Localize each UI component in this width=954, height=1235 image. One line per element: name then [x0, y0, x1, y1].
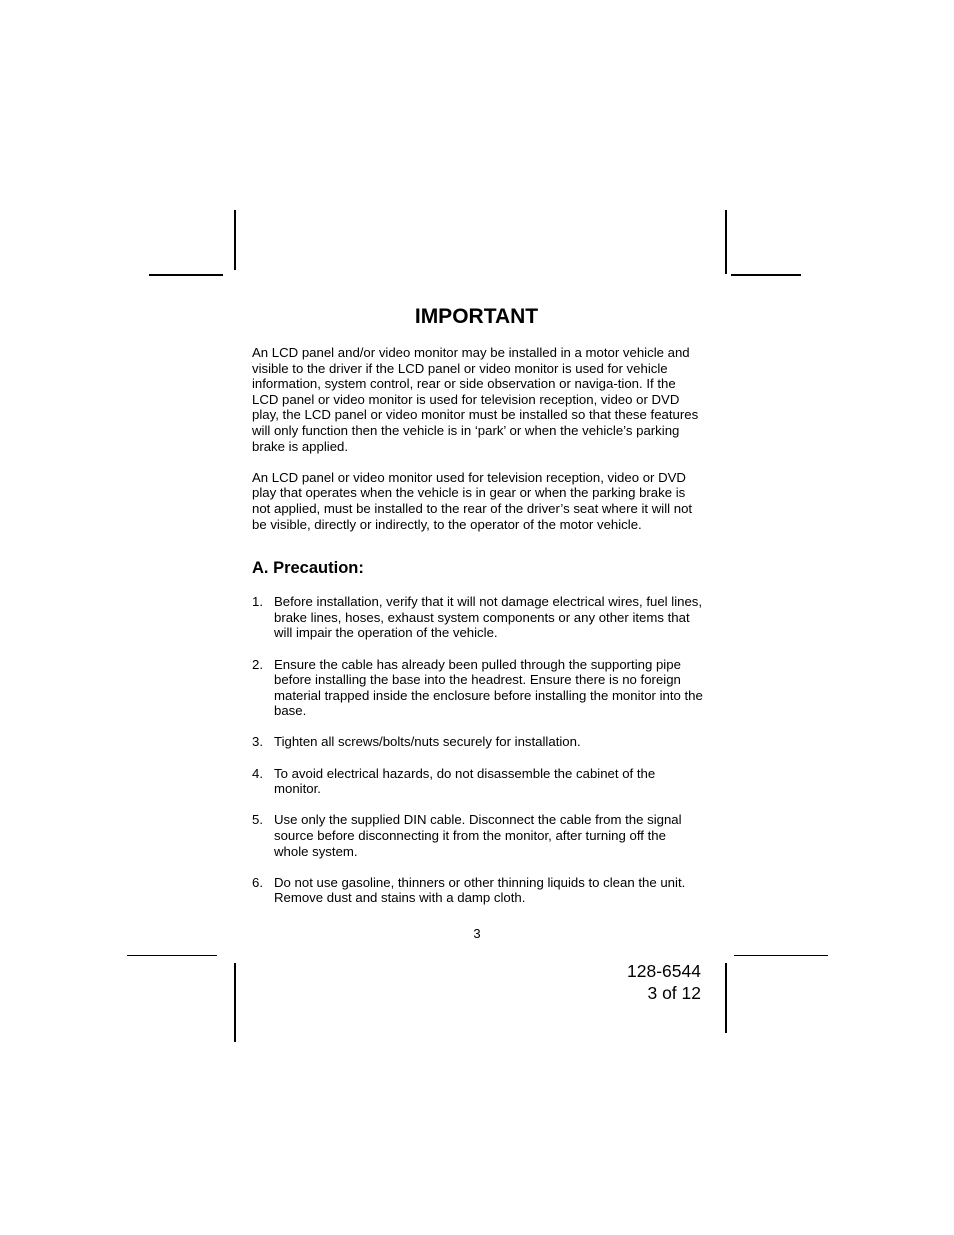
list-item-number: 4. — [252, 765, 263, 781]
document-info — [627, 960, 701, 1004]
list-item-number: 5. — [252, 812, 263, 828]
intro-paragraph: An LCD panel and/or video monitor may be installed in a motor vehicle and visible to the driver if the LCD panel or video monitor is used for vehicle information, system control, rear or side observation or naviga-tion. If the LCD panel or video monitor is used for television reception, video or DVD play, the LCD panel or video monitor must be installed so that these features will only function then the vehicle is in ‘park’ or when the vehicle’s parking brake is applied. — [252, 345, 699, 454]
precaution-list — [252, 594, 704, 906]
list-item-text: Do not use gasoline, thinners or other thinning liquids to clean the unit. Remove dust and stains with a damp cloth. — [274, 874, 686, 906]
page-title: IMPORTANT — [414, 305, 539, 328]
document-number: 128-6544 — [627, 961, 701, 981]
page-number: 3 — [473, 926, 481, 941]
list-item — [252, 875, 704, 906]
list-item — [252, 766, 704, 797]
crop-mark-top-left-vertical — [234, 210, 236, 270]
list-item-number: 1. — [252, 594, 263, 610]
list-item — [252, 734, 704, 750]
list-item-text: To avoid electrical hazards, do not disassemble the cabinet of the monitor. — [274, 765, 656, 797]
page-count: 3 of 12 — [647, 983, 701, 1003]
list-item-text: Ensure the cable has already been pulled through the supporting pipe before installing the base into the headrest. Ensure there is no foreign material trapped inside the enclosure before installing the monitor into the base. — [274, 656, 703, 719]
rear-seat-paragraph: An LCD panel or video monitor used for television reception, video or DVD play that operates when the vehicle is in gear or when the parking brake is not applied, must be installed to the rear of the driver’s seat where it will not be visible, directly or indirectly, to the operator of the motor vehicle. — [252, 469, 693, 532]
list-item-number: 2. — [252, 656, 263, 672]
crop-mark-bottom-right-vertical — [725, 963, 727, 1033]
list-item-number: 6. — [252, 874, 263, 890]
crop-mark-top-right-vertical — [725, 210, 727, 274]
crop-mark-bottom-right-horizontal — [734, 955, 828, 956]
precaution-heading: A. Precaution: — [252, 559, 364, 578]
list-item-number: 3. — [252, 734, 263, 750]
main-content — [252, 345, 704, 922]
list-item — [252, 657, 704, 719]
list-item — [252, 594, 704, 641]
crop-mark-bottom-left-horizontal — [127, 955, 217, 956]
crop-mark-bottom-left-vertical — [234, 963, 236, 1042]
list-item-text: Before installation, verify that it will not damage electrical wires, fuel lines, brake lines, hoses, exhaust system components or any other items that will impair the operation of the vehicle. — [274, 594, 703, 641]
crop-mark-top-left-horizontal — [149, 274, 223, 276]
list-item — [252, 812, 704, 859]
list-item-text: Tighten all screws/bolts/nuts securely for installation. — [274, 734, 581, 750]
list-item-text: Use only the supplied DIN cable. Disconnect the cable from the signal source before disconnecting it from the monitor, after turning off the whole system. — [274, 812, 682, 859]
crop-mark-top-right-horizontal — [731, 274, 801, 276]
